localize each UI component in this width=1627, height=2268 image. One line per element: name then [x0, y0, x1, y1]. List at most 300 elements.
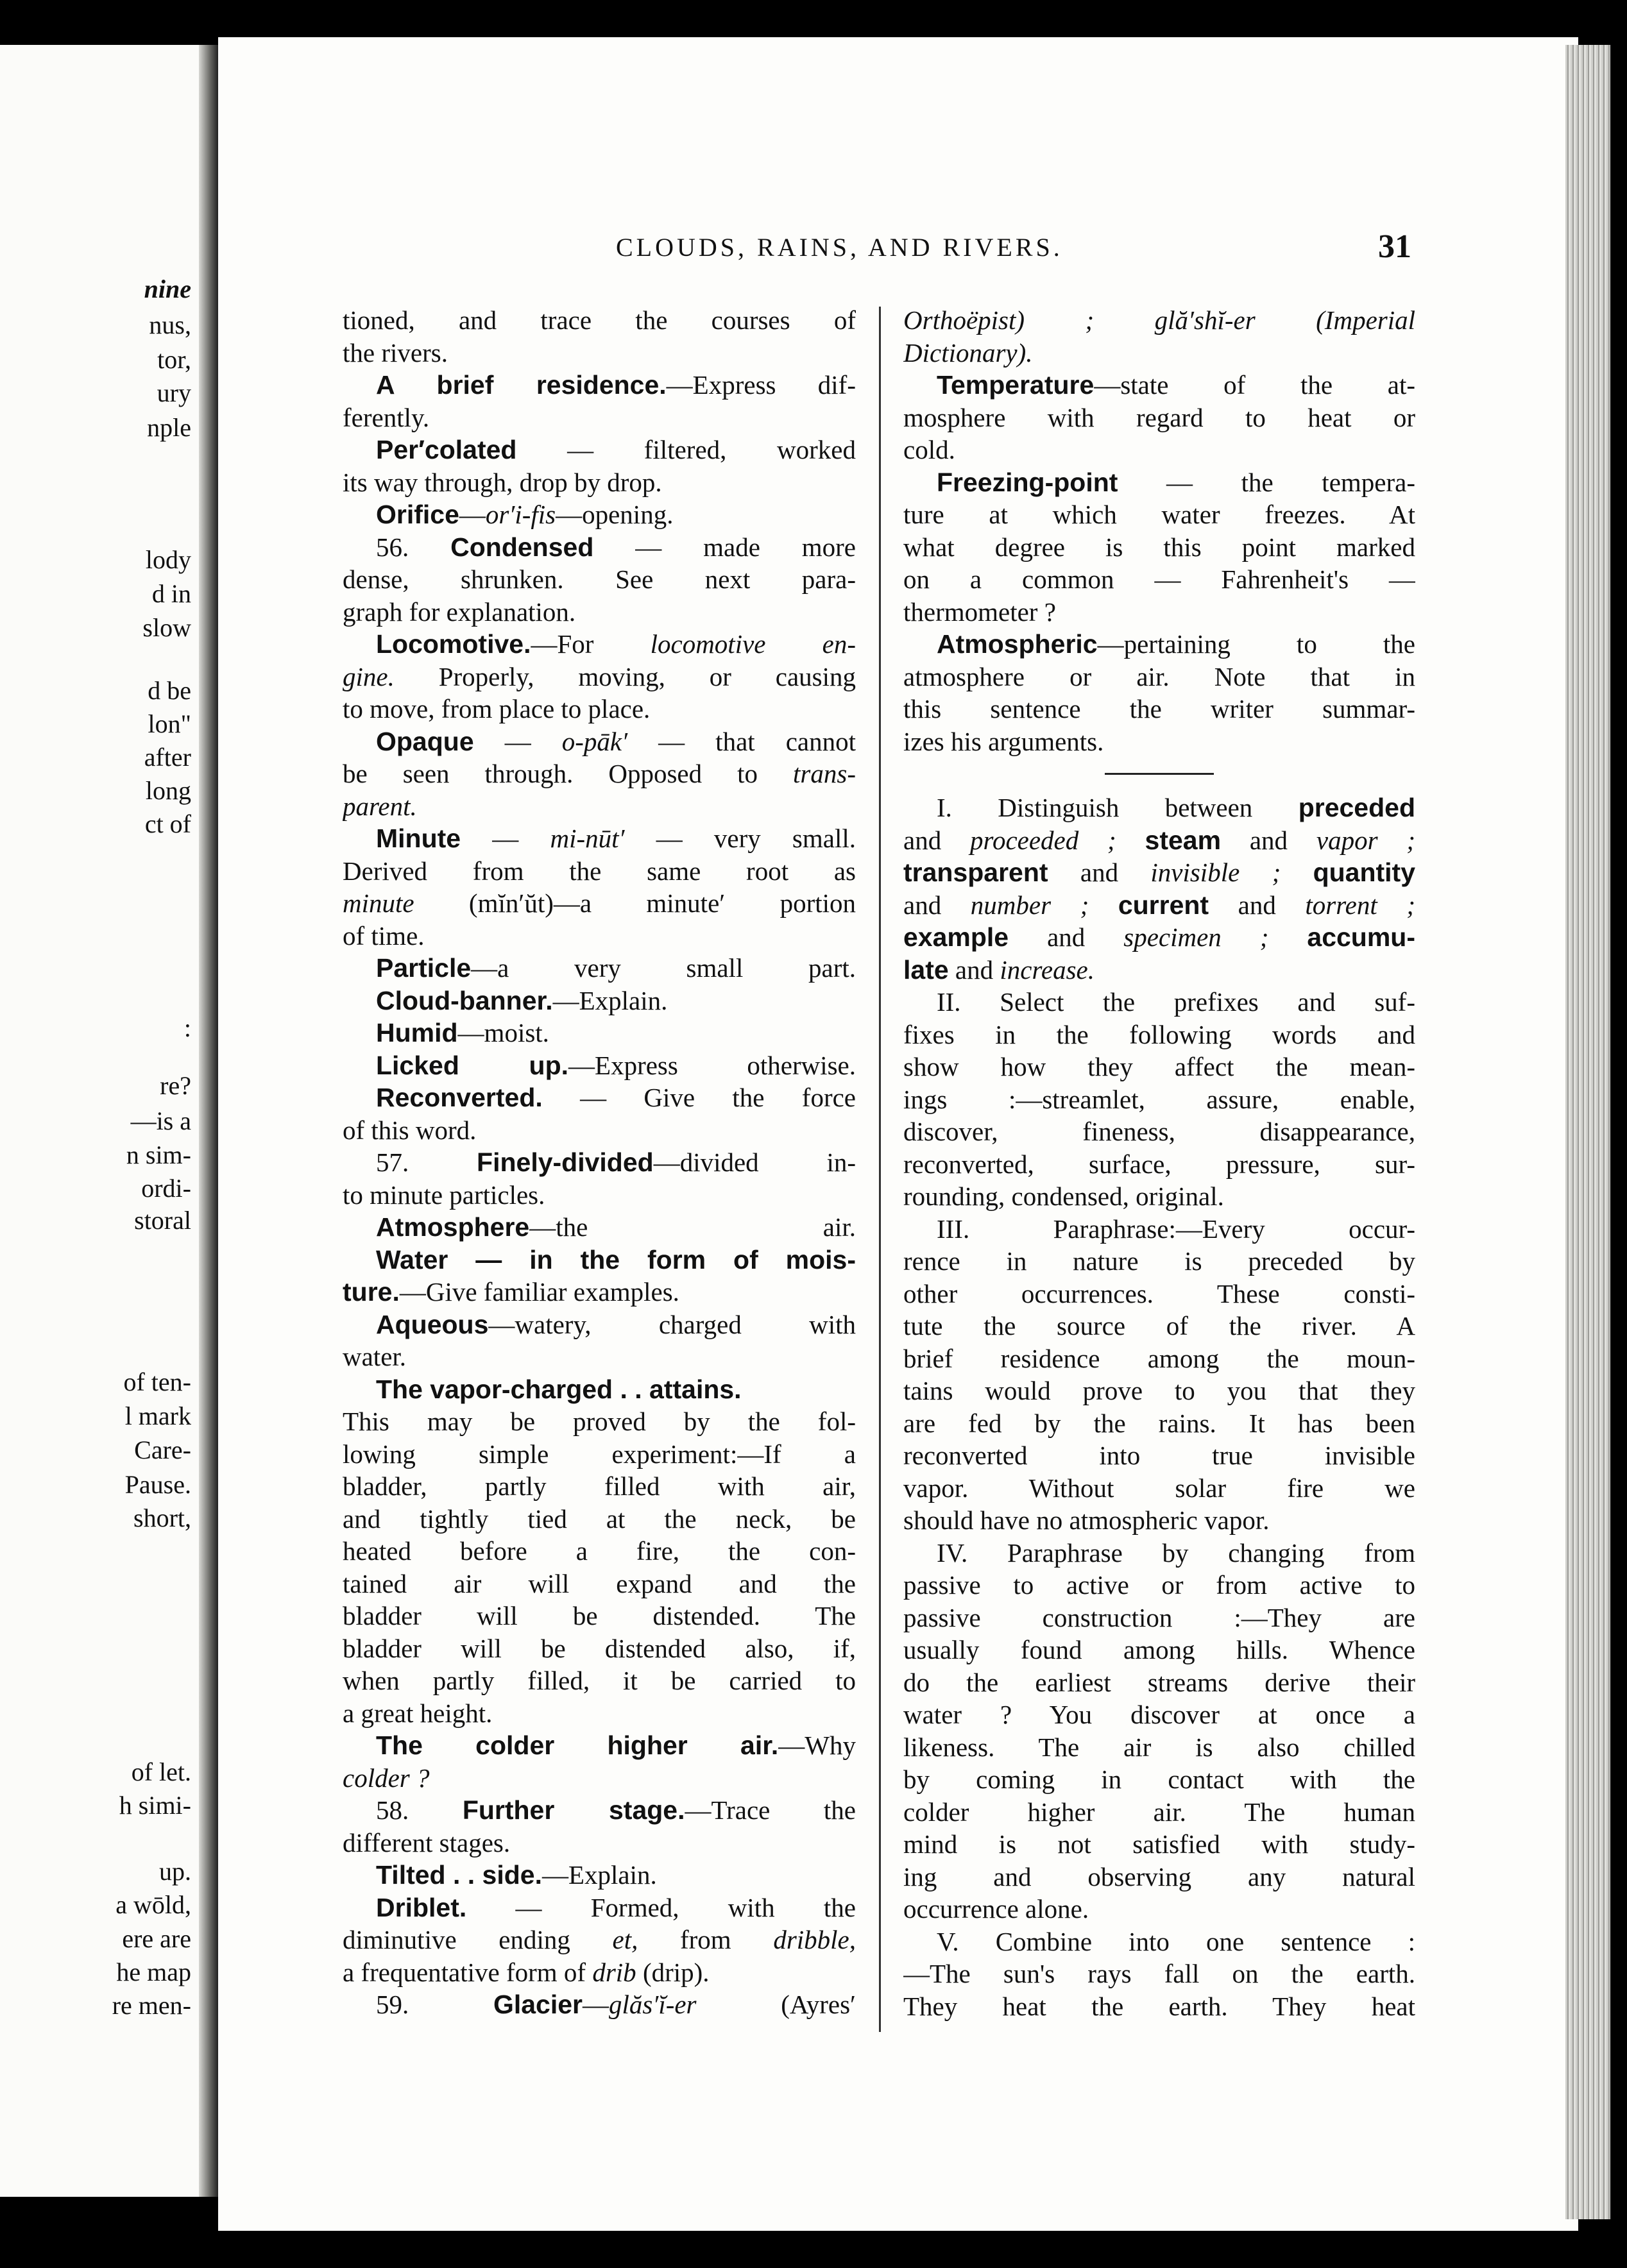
facing-page-line: d be [148, 676, 191, 705]
text-line [343, 725, 856, 758]
text-run: other occurrences. These consti- [903, 1278, 1415, 1308]
text-run: tioned, and trace the courses of [343, 305, 856, 335]
text-line [343, 693, 856, 725]
text-line [343, 337, 856, 369]
text-run: heated before a fire, the con- [343, 1536, 856, 1566]
text-line [903, 1472, 1415, 1505]
facing-page-line: ct of [144, 809, 191, 838]
text-line [903, 1375, 1415, 1407]
facing-page-line: of ten- [123, 1367, 191, 1396]
text-run: —Express otherwise. [568, 1050, 856, 1080]
headword: Freezing-point [937, 467, 1118, 497]
text-line [343, 1762, 856, 1795]
text-line [343, 1827, 856, 1859]
text-line [903, 824, 1415, 857]
text-run: brief residence among the moun- [903, 1343, 1415, 1373]
headword: Opaque [376, 726, 474, 756]
headword: Condensed [450, 532, 594, 562]
text-line [343, 1697, 856, 1730]
text-line [903, 466, 1415, 499]
text-run: and [903, 890, 971, 920]
text-line [343, 1891, 856, 1924]
text-run: occurrence alone. [903, 1894, 1089, 1924]
text-run: rence in nature is preceded by [903, 1246, 1415, 1276]
text-line [903, 1666, 1415, 1699]
text-line [343, 1794, 856, 1827]
text-run: — that cannot [627, 726, 856, 756]
text-run: graph for explanation. [343, 597, 576, 627]
italic-text: minute [343, 888, 414, 918]
italic-text: Dictionary). [903, 337, 1033, 368]
italic-text: increase. [1000, 954, 1095, 985]
text-line [903, 693, 1415, 725]
text-line [343, 1729, 856, 1762]
text-line [903, 1439, 1415, 1472]
text-run: —divided in- [653, 1147, 856, 1177]
headword: late [903, 954, 949, 985]
text-run: —state of the at- [1094, 370, 1415, 400]
text-line [903, 1569, 1415, 1602]
text-run: —opening. [556, 500, 674, 529]
text-line [903, 1245, 1415, 1278]
text-run: are fed by the rains. It has been [903, 1408, 1415, 1438]
text-run: (mĭn′ŭt)—a minute′ portion [414, 888, 856, 918]
headword: Driblet. [376, 1892, 467, 1922]
text-line [343, 1179, 856, 1212]
facing-page-line: Care- [134, 1435, 191, 1464]
text-line [343, 1017, 856, 1049]
text-run: —Why [778, 1731, 856, 1760]
text-run: and [1009, 922, 1124, 952]
text-line [903, 1828, 1415, 1861]
text-run: 58. [376, 1795, 463, 1825]
text-run: III. Paraphrase:—Every occur- [937, 1214, 1415, 1244]
text-run [1089, 890, 1118, 920]
text-line [903, 921, 1415, 954]
text-run: and [1209, 890, 1306, 920]
facing-page-line: he map [116, 1958, 191, 1986]
headword: Glacier [493, 1990, 583, 2019]
text-line [343, 1114, 856, 1147]
text-run: fixes in the following words and [903, 1019, 1415, 1049]
headword: Atmosphere [376, 1212, 530, 1242]
text-run: usually found among hills. Whence [903, 1635, 1415, 1664]
facing-page-line: n sim- [126, 1140, 191, 1169]
page-number: 31 [1378, 228, 1411, 265]
text-run: when partly filled, it be carried to [343, 1666, 856, 1695]
text-line [343, 498, 856, 531]
text-run: Derived from the same root as [343, 856, 856, 886]
text-run: what degree is this point marked [903, 532, 1415, 562]
text-line [343, 1081, 856, 1114]
italic-text: number ; [970, 890, 1089, 920]
text-line [343, 1405, 856, 1438]
text-line [903, 402, 1415, 434]
text-line [343, 402, 856, 434]
text-run: and [1221, 825, 1316, 855]
headword: Finely-divided [477, 1147, 654, 1177]
headword: Humid [376, 1018, 458, 1047]
text-line [343, 1373, 856, 1406]
text-run: water ? You discover at once a [903, 1700, 1415, 1729]
text-line [343, 1341, 856, 1373]
text-line [903, 1925, 1415, 1958]
text-line [343, 757, 856, 790]
text-run: from [638, 1925, 774, 1954]
text-run: 57. [376, 1147, 477, 1177]
text-line [343, 855, 856, 888]
text-run: IV. Paraphrase by changing from [937, 1537, 1415, 1568]
italic-text: colder ? [343, 1763, 430, 1793]
text-run: thermometer ? [903, 597, 1056, 627]
headword: accumu- [1307, 922, 1415, 952]
text-line [903, 337, 1415, 369]
text-run: should have no atmospheric vapor. [903, 1505, 1270, 1535]
text-run: II. Select the prefixes and suf- [937, 987, 1415, 1017]
text-line [903, 725, 1415, 758]
italic-text: or′i-fis [485, 500, 556, 529]
facing-page-line: ere are [122, 1924, 191, 1953]
text-run: V. Combine into one sentence : [937, 1926, 1415, 1956]
headword: Licked up. [376, 1050, 569, 1080]
headword: Cloud-banner. [376, 985, 553, 1015]
section-divider [1105, 773, 1214, 775]
text-run: —Explain. [541, 1860, 657, 1890]
text-line [343, 1211, 856, 1244]
italic-text: mi-nūt′ [550, 824, 625, 853]
text-line [343, 1244, 856, 1276]
text-line [903, 1213, 1415, 1246]
facing-page-line: lody [145, 545, 191, 574]
text-line [903, 1990, 1415, 2023]
facing-page-line: : [183, 1013, 191, 1042]
text-run: — filtered, worked [516, 435, 856, 464]
text-line [903, 1634, 1415, 1666]
text-line [903, 1537, 1415, 1570]
text-line [343, 1049, 856, 1082]
text-run: and [948, 954, 1000, 985]
text-run: passive construction :—They are [903, 1602, 1415, 1632]
text-run: show how they affect the mean- [903, 1052, 1415, 1081]
text-line [343, 596, 856, 629]
facing-page-line: nus, [149, 310, 191, 339]
text-run: — [461, 824, 550, 853]
page-stack-edge [1565, 45, 1610, 2219]
text-line [343, 1859, 856, 1891]
text-line [343, 790, 856, 823]
text-run: They heat the earth. They heat [903, 1991, 1415, 2021]
text-line [343, 1438, 856, 1471]
facing-page-line: long [145, 776, 191, 805]
text-run: colder higher air. The human [903, 1797, 1415, 1827]
text-line [343, 434, 856, 466]
text-run: —Trace the [685, 1795, 856, 1825]
headword: Aqueous [376, 1309, 489, 1339]
text-run: 59. [376, 1990, 493, 2019]
running-head: CLOUDS, RAINS, AND RIVERS. [616, 233, 1063, 262]
headword: Locomotive. [376, 629, 531, 659]
headword: quantity [1313, 858, 1415, 887]
text-run [1116, 825, 1145, 855]
text-run: (drip). [636, 1957, 710, 1987]
text-line [343, 531, 856, 564]
headword: Particle [376, 953, 472, 983]
text-run: —Give familiar examples. [399, 1277, 679, 1307]
facing-page-line: tor, [157, 345, 191, 374]
text-run: reconverted, surface, pressure, sur- [903, 1149, 1415, 1179]
text-line [903, 369, 1415, 402]
text-run: — very small. [624, 824, 856, 853]
text-line [343, 1308, 856, 1341]
facing-page-line: of let. [131, 1757, 191, 1786]
facing-page-line: slow [142, 613, 191, 642]
text-run: — made more [593, 532, 856, 562]
text-line [343, 920, 856, 952]
text-run: mosphere with regard to heat or [903, 402, 1415, 432]
text-run: passive to active or from active to [903, 1570, 1415, 1600]
text-run: —a very small part. [471, 953, 856, 983]
text-run: this sentence the writer summar- [903, 694, 1415, 724]
text-line [903, 1731, 1415, 1764]
text-line [343, 1535, 856, 1568]
text-line [903, 1115, 1415, 1148]
text-line [343, 466, 856, 499]
text-run: ing and observing any natural [903, 1861, 1415, 1891]
text-run: on a common — Fahrenheit's — [903, 564, 1415, 594]
text-line [903, 1180, 1415, 1213]
facing-page-line: ordi- [141, 1174, 191, 1203]
text-run: dense, shrunken. See next para- [343, 564, 856, 594]
text-line [903, 1504, 1415, 1537]
headword: A brief residence. [376, 370, 667, 400]
text-line [903, 1083, 1415, 1116]
headword: Minute [376, 824, 461, 853]
text-line [903, 1051, 1415, 1083]
text-run: bladder will be distended also, if, [343, 1633, 856, 1663]
text-run: and [1048, 858, 1151, 887]
text-run: —For [531, 629, 651, 659]
text-line [343, 887, 856, 920]
facing-page-line: re men- [112, 1991, 191, 2020]
text-run: to minute particles. [343, 1180, 545, 1210]
headword: Tilted . . side. [376, 1860, 542, 1890]
text-run: — [459, 500, 486, 529]
text-run: do the earliest streams derive their [903, 1667, 1415, 1697]
text-line [903, 889, 1415, 922]
italic-text: trans- [793, 759, 856, 788]
italic-text: parent. [343, 791, 417, 821]
text-line [903, 1148, 1415, 1181]
text-line [903, 1763, 1415, 1796]
facing-page-line: up. [159, 1857, 191, 1886]
facing-page-line: h simi- [119, 1791, 191, 1820]
italic-text: glăs′ĭ-er [609, 1990, 697, 2019]
text-run: — [583, 1990, 609, 2019]
facing-page-line: ury [157, 378, 191, 407]
text-line [903, 1310, 1415, 1342]
book-gutter [199, 45, 218, 2197]
text-line [343, 1632, 856, 1665]
text-line [903, 1698, 1415, 1731]
text-line [903, 498, 1415, 531]
text-line [343, 1956, 856, 1989]
headword: Orifice [376, 500, 459, 529]
text-run: discover, fineness, disappearance, [903, 1117, 1415, 1146]
italic-text: dribble, [773, 1925, 856, 1954]
text-line [903, 563, 1415, 596]
text-run: mind is not satisfied with study- [903, 1829, 1415, 1859]
text-run: and [903, 825, 971, 855]
right-column [903, 304, 1415, 2022]
column-rule [879, 307, 881, 2032]
text-run: a frequentative form of [343, 1957, 593, 1987]
text-line [903, 1893, 1415, 1925]
headword: transparent [903, 858, 1048, 887]
italic-text: gine. [343, 661, 395, 691]
text-run: be seen through. Opposed to [343, 759, 794, 788]
text-line [903, 596, 1415, 629]
text-line [903, 531, 1415, 564]
text-line [903, 304, 1415, 337]
text-line [903, 1342, 1415, 1375]
text-line [343, 661, 856, 693]
text-run: bladder, partly filled with air, [343, 1471, 856, 1501]
text-run: — [473, 726, 562, 756]
text-run: tains would prove to you that they [903, 1376, 1415, 1405]
text-line [343, 822, 856, 855]
facing-page-line: l mark [124, 1401, 191, 1430]
text-line [343, 1988, 856, 2021]
text-run: bladder will be distended. The [343, 1601, 856, 1630]
headword: current [1118, 890, 1209, 920]
text-run: ferently. [343, 402, 430, 432]
text-line [903, 1958, 1415, 1990]
text-run: —The sun's rays fall on the earth. [903, 1959, 1415, 1988]
italic-text: locomotive en- [650, 629, 856, 659]
text-run: diminutive ending [343, 1925, 613, 1954]
text-run: by coming in contact with the [903, 1764, 1415, 1794]
italic-text: drib [592, 1957, 636, 1987]
text-line [343, 369, 856, 402]
text-run: This may be proved by the fol- [343, 1407, 856, 1436]
text-run: rounding, condensed, original. [903, 1181, 1224, 1211]
text-run: —Explain. [552, 985, 668, 1015]
text-run: —pertaining to the [1097, 629, 1415, 659]
left-column [343, 304, 856, 2021]
text-run: — the tempera- [1118, 467, 1415, 497]
text-line [343, 1664, 856, 1697]
facing-page-line: nple [147, 413, 191, 442]
text-run: a great height. [343, 1698, 493, 1728]
headword: Atmospheric [937, 629, 1098, 659]
text-run: different stages. [343, 1827, 511, 1858]
text-run: —watery, charged with [488, 1309, 856, 1339]
text-run: cold. [903, 435, 955, 464]
text-line [343, 304, 856, 337]
text-run: lowing simple experiment:—If a [343, 1439, 856, 1469]
text-line [903, 434, 1415, 466]
facing-page-line: storal [134, 1206, 191, 1235]
text-line [903, 791, 1415, 824]
text-run: to move, from place to place. [343, 694, 651, 724]
text-line [343, 628, 856, 661]
text-run: ture at which water freezes. At [903, 500, 1415, 529]
facing-page-line: lon" [148, 709, 191, 738]
text-run: and tightly tied at the neck, be [343, 1503, 856, 1534]
text-run: water. [343, 1342, 407, 1371]
facing-page-line: a wōld, [115, 1890, 191, 1919]
text-line [343, 1600, 856, 1632]
italic-text: et, [612, 1925, 638, 1954]
headword: Water — in the form of mois- [376, 1244, 856, 1274]
text-line [343, 1470, 856, 1503]
text-run: — Formed, with the [466, 1892, 856, 1922]
italic-text: torrent ; [1305, 890, 1415, 920]
facing-page-line: nine [144, 275, 191, 303]
text-line [903, 1861, 1415, 1893]
headword: Temperature [937, 370, 1095, 400]
headword: example [903, 922, 1009, 952]
text-line [903, 954, 1415, 986]
italic-text: Orthoëpist) ; glă′shĭ-er (Imperial [903, 305, 1415, 335]
facing-page-line: re? [160, 1071, 191, 1100]
facing-page-line: after [144, 743, 191, 772]
text-run: tute the source of the river. A [903, 1311, 1415, 1341]
text-line [343, 1503, 856, 1536]
text-run: of this word. [343, 1115, 477, 1145]
text-run: —moist. [457, 1018, 549, 1047]
italic-text: o-pāk′ [561, 726, 628, 756]
text-run: its way through, drop by drop. [343, 467, 662, 497]
text-run: tained air will expand and the [343, 1568, 856, 1598]
text-line [343, 1146, 856, 1179]
text-line [903, 1602, 1415, 1634]
text-run: 56. [376, 532, 451, 562]
facing-page-line: short, [133, 1503, 191, 1532]
text-run: —the air. [529, 1212, 856, 1242]
headword: preceded [1298, 793, 1415, 822]
text-line [343, 1276, 856, 1308]
text-run: reconverted into true invisible [903, 1441, 1415, 1470]
headword: ture. [343, 1277, 400, 1307]
text-line [343, 985, 856, 1017]
text-line [903, 661, 1415, 693]
text-run: likeness. The air is also chilled [903, 1732, 1415, 1762]
facing-page-line: d in [151, 579, 191, 608]
text-line [903, 1407, 1415, 1440]
text-line [903, 1796, 1415, 1829]
text-line [903, 628, 1415, 661]
text-run: —Express dif- [666, 370, 856, 400]
text-run: the rivers. [343, 337, 448, 368]
text-line [343, 1924, 856, 1956]
text-run [1281, 858, 1313, 887]
text-run: izes his arguments. [903, 726, 1104, 756]
text-run: (Ayres′ [696, 1990, 856, 2019]
headword: steam [1145, 825, 1222, 855]
facing-page-line: —is a [130, 1106, 191, 1135]
text-run: of time. [343, 920, 425, 951]
headword: The colder higher air. [376, 1731, 779, 1760]
text-line [903, 856, 1415, 889]
text-run: atmosphere or air. Note that in [903, 661, 1415, 691]
text-run: vapor. Without solar fire we [903, 1473, 1415, 1503]
text-line [903, 986, 1415, 1019]
headword: Further stage. [462, 1795, 685, 1825]
italic-text: vapor ; [1316, 825, 1415, 855]
text-line [343, 952, 856, 985]
text-run: Properly, moving, or causing [394, 661, 856, 691]
